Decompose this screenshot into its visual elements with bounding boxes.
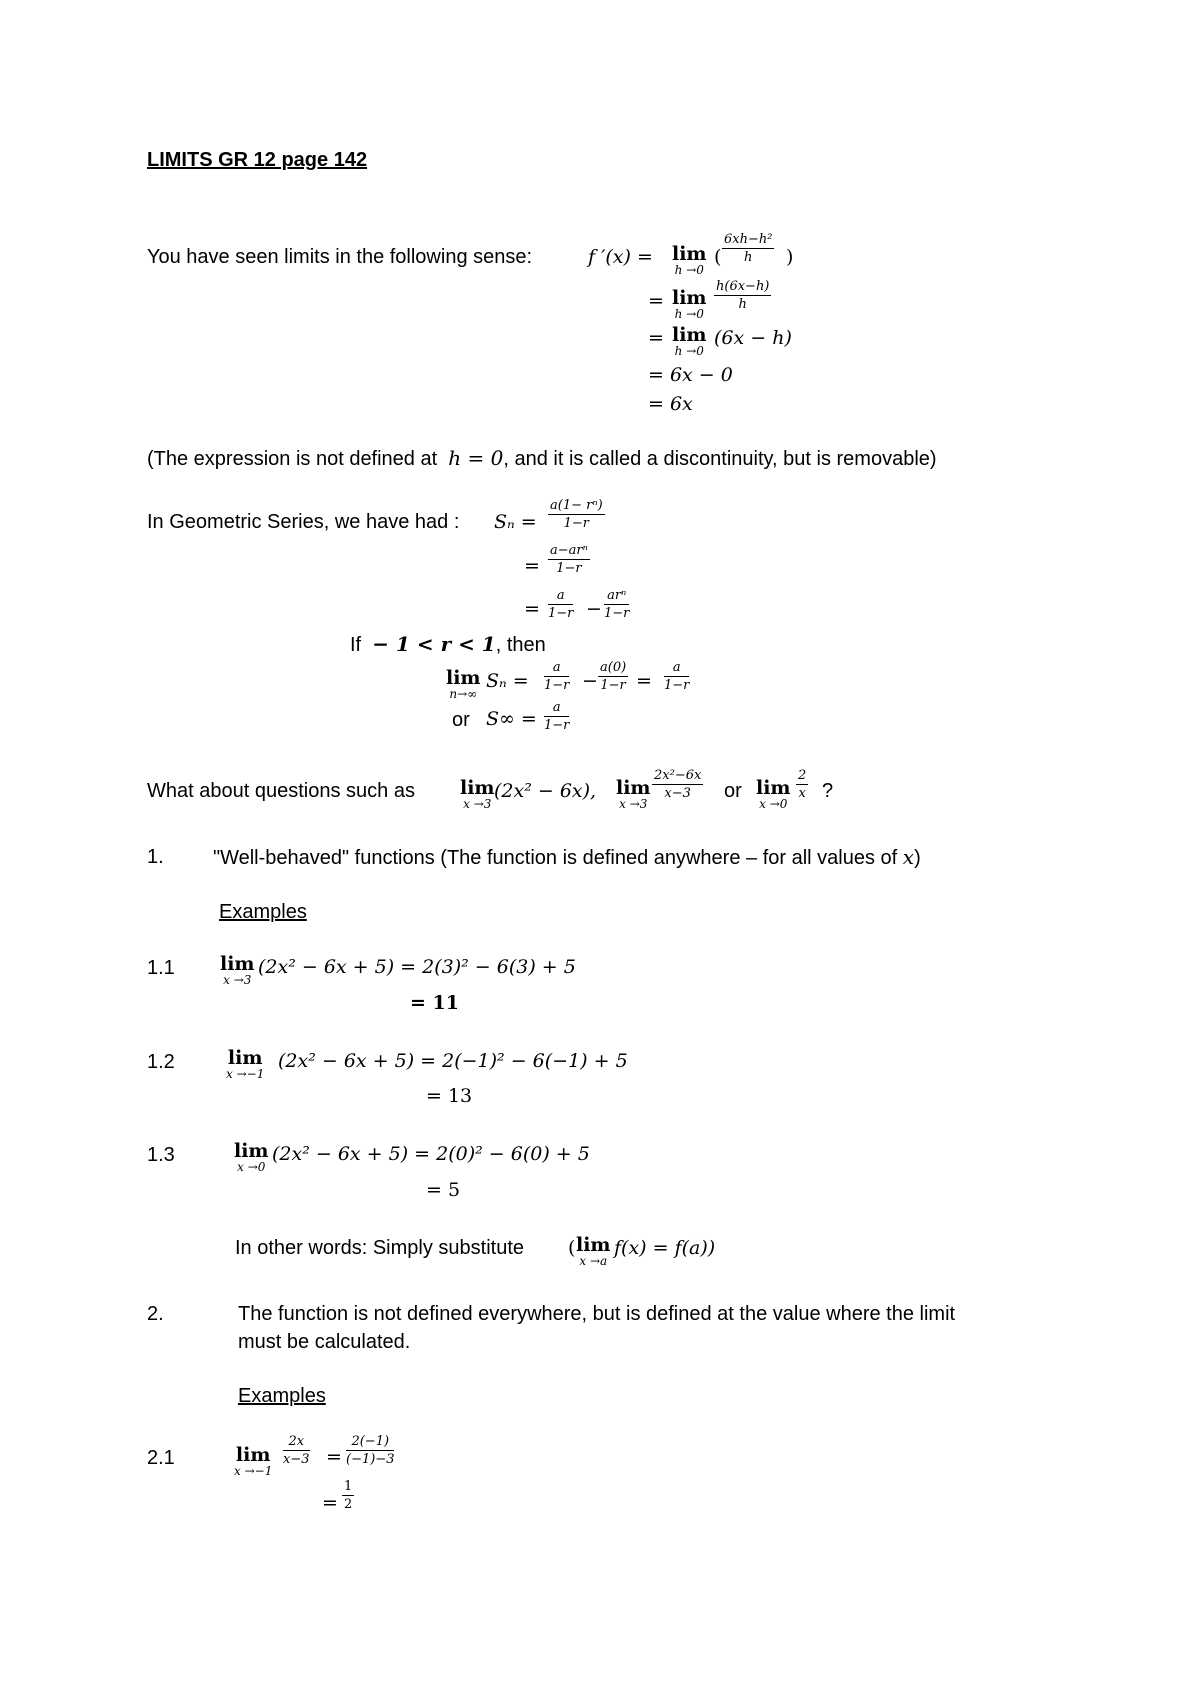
step3-expression	[714, 327, 792, 349]
fraction-numerator: 2x	[283, 1434, 310, 1451]
s-infinity	[486, 708, 537, 730]
if-condition	[350, 632, 546, 657]
lim-operator	[672, 288, 707, 321]
example-expr-text: (2x² − 6x + 5) = 2(3)² − 6(3) + 5	[258, 956, 576, 978]
lim-word: lim	[234, 1140, 269, 1162]
lim-subscript: n→∞	[449, 687, 478, 701]
section2-heading-line2: must be calculated.	[238, 1331, 411, 1353]
step3-text: (6x − h)	[714, 327, 792, 349]
fraction-denominator: 1−r	[604, 606, 630, 621]
geometric-fraction-5	[544, 700, 569, 733]
fraction-denominator: x	[798, 786, 806, 801]
fraction-step1	[722, 232, 774, 265]
lim-word: lim	[227, 1047, 263, 1069]
lim-subscript: h →0	[674, 263, 704, 277]
fraction-numerator: a	[664, 660, 689, 677]
lim-word: lim	[672, 243, 707, 265]
lim-operator	[460, 778, 495, 811]
or-word: or	[452, 709, 470, 731]
example-expression	[278, 1050, 628, 1072]
fraction-numerator: 1	[344, 1479, 353, 1494]
other-words-text: In other words: Simply substitute	[235, 1237, 525, 1259]
geometric-fraction-3b	[604, 588, 629, 621]
geometric-fraction-4b	[598, 660, 628, 693]
fraction-denominator: h	[744, 250, 753, 265]
lim-word: lim	[460, 777, 495, 799]
examples-label: Examples	[238, 1385, 326, 1407]
fraction-denominator: 1−r	[563, 516, 590, 531]
substitute-expr-text: f(x) = f(a))	[614, 1237, 716, 1259]
note-text-a: (The expression is not defined at	[147, 448, 438, 470]
question-expr-1	[494, 780, 596, 802]
lim-word: lim	[235, 1444, 271, 1466]
section1-text-a: "Well-behaved" functions (The function is defined anywhere – for all values of	[213, 847, 898, 869]
note-text-b: , and it is called a discontinuity, but is removable)	[503, 448, 937, 470]
lim-word: lim	[576, 1234, 611, 1256]
lim-operator	[220, 954, 255, 987]
if-word: If	[350, 634, 362, 656]
example21-fraction-2	[346, 1434, 394, 1467]
example-number: 1.3	[147, 1144, 175, 1166]
fraction-denominator: x−3	[664, 786, 691, 801]
equals-sign: =	[636, 670, 652, 692]
fraction-denominator: x−3	[283, 1452, 310, 1467]
example-result: = 11	[410, 992, 459, 1014]
lim-operator	[672, 325, 707, 358]
lim-word: lim	[756, 777, 791, 799]
fraction-numerator: a	[548, 588, 573, 605]
lim-subscript: x →−1	[226, 1067, 265, 1081]
derivative-lhs-text: f ′(x) =	[588, 246, 653, 268]
fraction-numerator: a	[544, 660, 569, 677]
intro-text: You have seen limits in the following sense:	[147, 246, 533, 268]
lim-word: lim	[446, 667, 481, 689]
fraction-denominator: 1−r	[556, 561, 582, 576]
s-infinity-text: S∞ =	[486, 708, 537, 730]
geometric-fraction-4c	[664, 660, 689, 693]
lim-operator	[616, 778, 651, 811]
equals-sign: =	[524, 598, 540, 620]
lim-subscript: x →a	[579, 1254, 608, 1268]
sn-text: Sₙ =	[494, 511, 537, 533]
fraction-denominator: 1−r	[548, 606, 574, 621]
derivative-lhs	[588, 246, 653, 268]
equals-sign: =	[648, 290, 664, 312]
fraction-denominator: 1−r	[544, 678, 570, 693]
then-word: , then	[495, 634, 546, 656]
lim-subscript: x →−1	[234, 1464, 273, 1478]
open-paren: (	[568, 1237, 576, 1259]
lim-word: lim	[220, 953, 255, 975]
fraction-numerator: arⁿ	[604, 588, 629, 605]
lim-word: lim	[616, 777, 651, 799]
section1-number: 1.	[147, 846, 164, 868]
lim-word: lim	[672, 324, 707, 346]
lim-operator	[576, 1235, 611, 1268]
section1-var: x	[902, 845, 915, 869]
fraction-numerator: a(1− rⁿ)	[550, 498, 603, 513]
lim-operator	[756, 778, 791, 811]
sn-lhs	[494, 511, 537, 533]
fraction-numerator: a	[544, 700, 569, 717]
equals-sign: =	[326, 1446, 342, 1468]
open-paren: (	[714, 246, 722, 268]
fraction-denominator: 2	[344, 1497, 353, 1512]
fraction-numerator: a(0)	[600, 660, 627, 675]
step4-expression	[648, 364, 733, 386]
example-result: = 5	[426, 1179, 461, 1201]
lim-operator	[234, 1141, 269, 1174]
fraction-denominator: 1−r	[664, 678, 690, 693]
question-mark: ?	[822, 780, 834, 802]
equals-sign: =	[648, 327, 664, 349]
close-paren: )	[786, 246, 794, 268]
geometric-text: In Geometric Series, we have had :	[147, 511, 460, 533]
sn-limit-text: Sₙ =	[486, 670, 529, 692]
geometric-fraction-3a	[548, 588, 573, 621]
lim-subscript: x →3	[463, 797, 492, 811]
fraction-denominator: (−1)−3	[346, 1452, 395, 1467]
section2-heading-line1: The function is not defined everywhere, but is defined at the value where the limit	[238, 1303, 956, 1325]
fraction-denominator: 1−r	[544, 718, 570, 733]
or-word: or	[724, 780, 742, 802]
lim-subscript: x →0	[759, 797, 788, 811]
example21-fraction-3	[342, 1479, 354, 1512]
question-expr-1-text: (2x² − 6x),	[494, 780, 597, 802]
lim-operator	[234, 1445, 272, 1478]
geometric-fraction-4a	[544, 660, 569, 693]
example21-fraction-1	[283, 1434, 310, 1467]
minus-sign: −	[586, 598, 602, 620]
section1-text-b: )	[914, 847, 921, 869]
section1-heading	[213, 845, 921, 870]
note-math: h = 0	[448, 446, 504, 470]
discontinuity-note	[147, 446, 937, 471]
question-text: What about questions such as	[147, 780, 415, 802]
lim-subscript: h →0	[674, 307, 704, 321]
lim-operator	[446, 668, 481, 701]
fraction-numerator: 6xh−h²	[724, 232, 773, 247]
fraction-numerator: a−arⁿ	[550, 543, 588, 558]
minus-sign: −	[582, 670, 598, 692]
fraction-denominator: 1−r	[600, 678, 626, 693]
example-result: = 13	[426, 1085, 473, 1107]
example-expr-text: (2x² − 6x + 5) = 2(0)² − 6(0) + 5	[272, 1143, 590, 1165]
lim-subscript: x →3	[619, 797, 648, 811]
fraction-step2	[714, 279, 771, 312]
equals-sign: =	[322, 1492, 338, 1514]
fraction-numerator: 2x²−6x	[654, 768, 702, 783]
lim-operator	[226, 1048, 264, 1081]
lim-subscript: x →3	[223, 973, 252, 987]
example-expression	[258, 956, 576, 978]
question-fraction-2	[652, 768, 703, 801]
lim-word: lim	[672, 287, 707, 309]
page-title: LIMITS GR 12 page 142	[147, 149, 368, 171]
lim-subscript: h →0	[674, 344, 704, 358]
fraction-numerator: 2	[798, 768, 807, 783]
step4-text: = 6x − 0	[648, 364, 733, 386]
step5-text: = 6x	[648, 393, 693, 415]
step5-expression	[648, 393, 693, 415]
fraction-denominator: h	[738, 297, 747, 312]
examples-label: Examples	[219, 901, 307, 923]
substitute-expression	[614, 1237, 715, 1259]
question-fraction-3	[796, 768, 808, 801]
equals-sign: =	[524, 555, 540, 577]
example-number: 1.2	[147, 1051, 175, 1073]
geometric-fraction-1	[548, 498, 605, 531]
section2-number: 2.	[147, 1303, 164, 1325]
geometric-fraction-2	[548, 543, 590, 576]
example-expression	[272, 1143, 590, 1165]
fraction-numerator: h(6x−h)	[716, 279, 770, 294]
lim-subscript: x →0	[237, 1160, 266, 1174]
example-number: 1.1	[147, 957, 175, 979]
sn-limit	[486, 670, 529, 692]
if-math: − 1 < r < 1	[372, 632, 496, 656]
example-expr-text: (2x² − 6x + 5) = 2(−1)² − 6(−1) + 5	[278, 1050, 628, 1072]
lim-operator	[672, 244, 707, 277]
example-number: 2.1	[147, 1447, 175, 1469]
fraction-numerator: 2(−1)	[346, 1434, 394, 1451]
